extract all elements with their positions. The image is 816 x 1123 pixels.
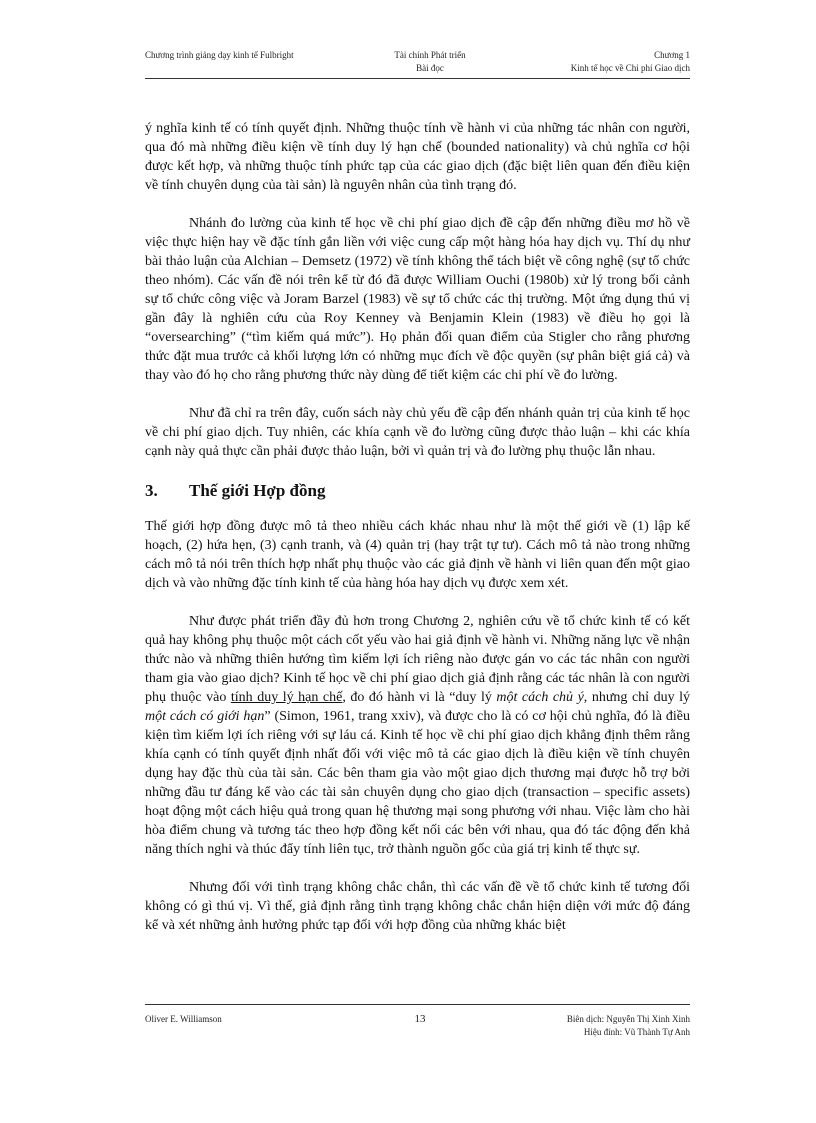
section-title: Thế giới Hợp đồng — [189, 481, 326, 500]
header-course-title: Tài chính Phát triển — [394, 50, 466, 60]
paragraph-3: Như đã chỉ ra trên đây, cuốn sách này chủ yếu đề cập đến nhánh quản trị của kinh tế học về chi phí giao dịch. Tuy nhiên, các khía cạnh về đo lường cũng được thảo luận – khi các khía cạnh này quả thực cần phải được thảo luận, bởi vì quản trị và đo lường phụ thuộc lẫn nhau. — [145, 406, 690, 459]
footer-author: Oliver E. Williamson — [145, 1014, 222, 1024]
paragraph-5-part-c: , nhưng chỉ duy lý — [583, 690, 690, 705]
footer-credits — [500, 1013, 690, 1039]
header-course-info — [365, 49, 495, 75]
bounded-rationality-term: tính duy lý hạn chế — [230, 690, 343, 705]
header-divider — [145, 78, 690, 79]
italic-phrase-limited: một cách có giới hạn — [145, 709, 265, 724]
header-program-name: Chương trình giảng dạy kinh tế Fulbright — [145, 50, 294, 60]
paragraph-5 — [145, 612, 690, 859]
paragraph-5-part-d: ” (Simon, 1961, trang xxiv), và được cho là có cơ hội chủ nghĩa, đó là điều kiện tìm kiếm lợi ích riêng với sự láu cá. Kinh tế học về chi phí giao dịch khẳng định thêm rằng khía cạnh có tính quyết định nhất đối với việc mô tả các giao dịch là điều kiện về tính chuyên dụng hay đặc thù của tài sản. Các bên tham gia vào một giao dịch thương mại được hỗ trợ bởi những đầu tư đáng kể vào các tài sản chuyên dụng cho giao dịch (transaction – specific assets) hoạt động một cách hiệu quả trong quan hệ thương mại song phương với nhau. Việc làm cho hài hòa điểm chung và tương tác theo hợp đồng kết nối các bên với nhau, qua đó tác động đến khả năng thích nghi và thúc đẩy tính liên tục, trở thành nguồn gốc của giá trị kinh tế thực sự. — [145, 709, 690, 857]
paragraph-4: Thế giới hợp đồng được mô tả theo nhiều cách khác nhau như là một thế giới về (1) lập kế hoạch, (2) hứa hẹn, (3) cạnh tranh, và (4) quản trị (hay trật tự tư). Cách mô tả nào trong những cách mô tả nói trên thích hợp nhất phụ thuộc vào các giả định về hành vi liên quan đến một giao dịch và vào những đặc tính kinh tế của hàng hóa hay dịch vụ được xem xét. — [145, 519, 690, 591]
section-number: 3. — [145, 481, 158, 500]
section-heading — [145, 480, 690, 502]
header-chapter-title: Kinh tế học về Chi phí Giao dịch — [570, 63, 690, 73]
paragraph-1: ý nghĩa kinh tế có tính quyết định. Những thuộc tính về hành vi của những tác nhân con người, qua đó mà những điều kiện về tính duy lý hạn chế (bounded nationality) và chủ nghĩa cơ hội được kết hợp, và những thuộc tính phức tạp của các giao dịch (đặc biệt liên quan đến điều kiện về tính chuyên dụng của tài sản) là nguyên nhân của tình trạng đó. — [145, 121, 690, 193]
footer-editor: Hiệu đính: Vũ Thành Tự Anh — [583, 1027, 690, 1037]
page-body — [145, 119, 690, 935]
paragraph-2: Nhánh đo lường của kinh tế học về chi phí giao dịch đề cập đến những điều mơ hồ về việc thực hiện hay về đặc tính gắn liền với việc cung cấp một hàng hóa hay dịch vụ. Thí dụ như bài thảo luận của Alchian – Demsetz (1972) về tính không thể tách biệt về công nghệ (sự tổ chức theo nhóm). Các vấn đề nói trên kể từ đó đã được William Ouchi (1980b) xử lý trong bối cảnh sự tổ chức công việc và Joram Barzel (1983) về sự tổ chức các thị trường. Một ứng dụng thú vị gần đây là nghiên cứu của Roy Kenney và Benjamin Klein (1983) về điều họ gọi là “oversearching” (“tìm kiếm quá mức”). Họ phản đối quan điểm của Stigler cho rằng phương thức đặt mua trước cả khối lượng lớn có những mục đích về độc quyền (sự phân biệt giá cả) và thay vào đó họ cho rằng phương thức này dùng để tiết kiệm các chi phí về đo lường. — [145, 216, 690, 383]
page-number: 13 — [414, 1013, 426, 1025]
italic-phrase-intentional: một cách chủ ý — [496, 690, 584, 705]
paragraph-5-part-b: , đo đó hành vi là “duy lý — [342, 690, 497, 705]
paragraph-5-part-a: Như được phát triển đầy đủ hơn trong Chương 2, nghiên cứu về tổ chức kinh tế có kết quả hay không phụ thuộc một cách cốt yếu vào hai giả định về hành vi. Những năng lực về nhận thức nào và những thiên hướng tìm kiếm lợi ích riêng nào được gán vo các tác nhân con người tham gia vào giao dịch? Kinh tế học về chi phí giao dịch giả định rằng các tác nhân là con người phụ thuộc vào — [145, 614, 690, 705]
header-chapter-number: Chương 1 — [654, 50, 690, 60]
footer-translator: Biên dịch: Nguyễn Thị Xinh Xinh — [566, 1014, 690, 1024]
paragraph-6: Nhưng đối với tình trạng không chắc chắn, thì các vấn đề về tổ chức kinh tế tương đối không có gì thú vị. Vì thế, giả định rằng tình trạng không chắc chắn hiện diện với mức độ đáng kể và xét những ảnh hưởng phức tạp đối với hợp đồng của những khác biệt — [145, 880, 690, 933]
header-chapter-info — [520, 49, 690, 75]
footer-divider — [145, 1004, 690, 1005]
header-reading-label: Bài đọc — [416, 63, 444, 73]
